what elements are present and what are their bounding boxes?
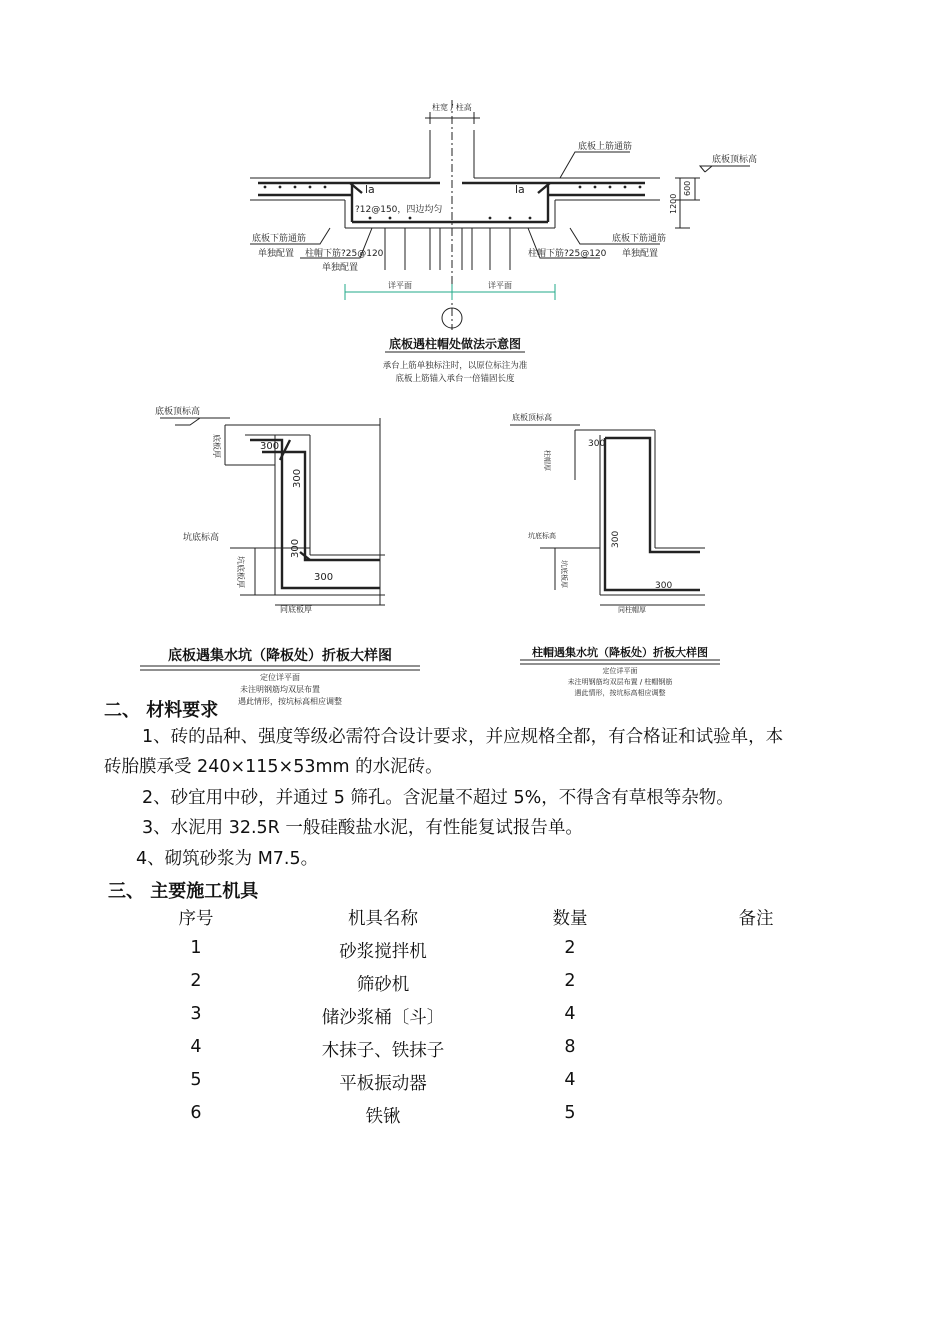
cell-name: 平板振动器 <box>339 1074 427 1094</box>
fig-right-bottom-label: 同柱帽厚 <box>618 606 646 614</box>
section2-p2: 2、砂宜用中砂，并通过 5 筛孔。含泥量不超过 5%，不得含有草根等杂物。 <box>142 788 734 808</box>
fig-top-rebar-label: 底板上筋通筋 <box>578 142 633 152</box>
cell-name: 储沙浆桶〔斗〕 <box>321 1008 445 1028</box>
header-index: 序号 <box>178 909 214 929</box>
fig-left-note-1: 定位详平面 <box>260 673 300 682</box>
fig-left-pit-elev: 坑底标高 <box>183 533 220 543</box>
fig-right-caption: 柱帽遇集水坑（降板处）折板大样图 <box>532 646 708 659</box>
fig-top-span-left: 详平面 <box>388 281 412 290</box>
fig-left-dim-d: 300 <box>314 572 334 583</box>
fig-right-dim-c: 300 <box>655 581 673 591</box>
fig-left-thick-label: 底板厚 <box>212 434 221 458</box>
fig-left-top-label: 底板顶标高 <box>155 407 201 417</box>
cell-qty: 4 <box>564 1070 576 1090</box>
table-row <box>100 938 860 970</box>
cell-name: 筛砂机 <box>356 975 410 995</box>
fig-top-right-bottom-1: 底板下筋通筋 <box>612 234 667 244</box>
header-name: 机具名称 <box>348 909 418 929</box>
cell-qty: 4 <box>564 1004 576 1024</box>
cell-name: 铁锹 <box>365 1107 401 1127</box>
slab-pit-detail <box>140 418 420 670</box>
cell-qty: 2 <box>564 938 576 958</box>
fig-top-la-right: la <box>515 183 525 196</box>
fig-top-elev-label: 底板顶标高 <box>712 155 758 165</box>
section2-p1-line1: 1、砖的品种、强度等级必需符合设计要求，并应规格全都，有合格证和试验单，本 <box>142 727 784 747</box>
fig-left-note-3: 遇此情形，按坑标高相应调整 <box>238 697 342 706</box>
fig-left-dim-a: 300 <box>260 441 280 452</box>
table-header-row <box>100 905 860 937</box>
fig-left-dim-c: 300 <box>290 538 301 558</box>
fig-left-pit-depth: 坑底板厚 <box>236 556 245 588</box>
fig-right-cap-label: 柱帽厚 <box>543 450 551 471</box>
fig-right-note-3: 遇此情形，按坑标高相应调整 <box>574 689 666 697</box>
fig-right-pit-depth: 坑底板厚 <box>560 560 568 588</box>
fig-top-axis-label: 柱宽 / 柱高 <box>432 103 472 112</box>
header-qty: 数量 <box>552 909 588 929</box>
fig-left-note-2: 未注明钢筋均双层布置 <box>240 685 320 694</box>
fig-top-dim-1200: 1200 <box>669 193 678 214</box>
fig-left-caption: 底板遇集水坑（降板处）折板大样图 <box>168 648 392 664</box>
table-row <box>100 971 860 1003</box>
section2-p1-line2: 砖胎膜承受 240×115×53mm 的水泥砖。 <box>104 757 443 777</box>
fig-top-left-bottom-1: 底板下筋通筋 <box>252 234 307 244</box>
cell-qty: 8 <box>564 1037 576 1057</box>
section2-p3: 3、水泥用 32.5R 一般硅酸盐水泥，有性能复试报告单。 <box>142 818 583 838</box>
fig-top-dim-600: 600 <box>683 180 692 196</box>
fig-left-bottom-label: 同底板厚 <box>280 605 312 614</box>
table-row <box>100 1070 860 1102</box>
fig-top-right-cap-1: 柱帽下筋?25@120 <box>528 249 607 259</box>
fig-top-span-right: 详平面 <box>488 281 512 290</box>
fig-top-stirrup: ?12@150，四边均匀 <box>355 205 443 215</box>
cell-index: 2 <box>190 971 202 991</box>
cell-qty: 2 <box>564 971 576 991</box>
fig-right-pit-elev: 坑底标高 <box>528 532 556 540</box>
fig-left-dim-b: 300 <box>292 468 303 488</box>
cell-name: 砂浆搅拌机 <box>339 942 427 962</box>
cell-index: 1 <box>190 938 202 958</box>
section2-p4: 4、砌筑砂浆为 M7.5。 <box>136 849 319 869</box>
table-row <box>100 1103 860 1135</box>
column-cap-detail <box>250 100 750 352</box>
fig-top-left-bottom-2: 单独配置 <box>258 249 295 259</box>
section3-heading: 三、 主要施工机具 <box>108 881 259 902</box>
cell-index: 5 <box>190 1070 202 1090</box>
cell-qty: 5 <box>564 1103 576 1123</box>
fig-top-note-2: 底板上筋锚入承台一倍锚固长度 <box>395 374 515 384</box>
fig-right-note-1: 定位详平面 <box>602 667 638 675</box>
fig-top-right-bottom-2: 单独配置 <box>622 249 659 259</box>
fig-top-note-1: 承台上筋单独标注时，以原位标注为准 <box>382 361 528 371</box>
cell-index: 3 <box>190 1004 202 1024</box>
cell-name: 木抹子、铁抹子 <box>321 1041 445 1061</box>
cell-index: 4 <box>190 1037 202 1057</box>
table-row <box>100 1004 860 1036</box>
fig-top-left-cap-1: 柱帽下筋?25@120 <box>305 249 384 259</box>
header-remark: 备注 <box>738 909 774 929</box>
fig-right-top-label: 底板顶标高 <box>512 413 552 422</box>
fig-right-dim-a: 300 <box>588 439 606 449</box>
table-row <box>100 1037 860 1069</box>
section2-heading: 二、 材料要求 <box>104 700 219 721</box>
fig-right-note-2: 未注明钢筋均双层布置 / 柱帽钢筋 <box>567 678 673 686</box>
fig-right-dim-b: 300 <box>611 530 621 548</box>
fig-top-la-left: la <box>365 183 375 196</box>
fig-top-caption: 底板遇柱帽处做法示意图 <box>388 337 522 351</box>
fig-top-left-cap-2: 单独配置 <box>322 263 359 273</box>
cell-index: 6 <box>190 1103 202 1123</box>
